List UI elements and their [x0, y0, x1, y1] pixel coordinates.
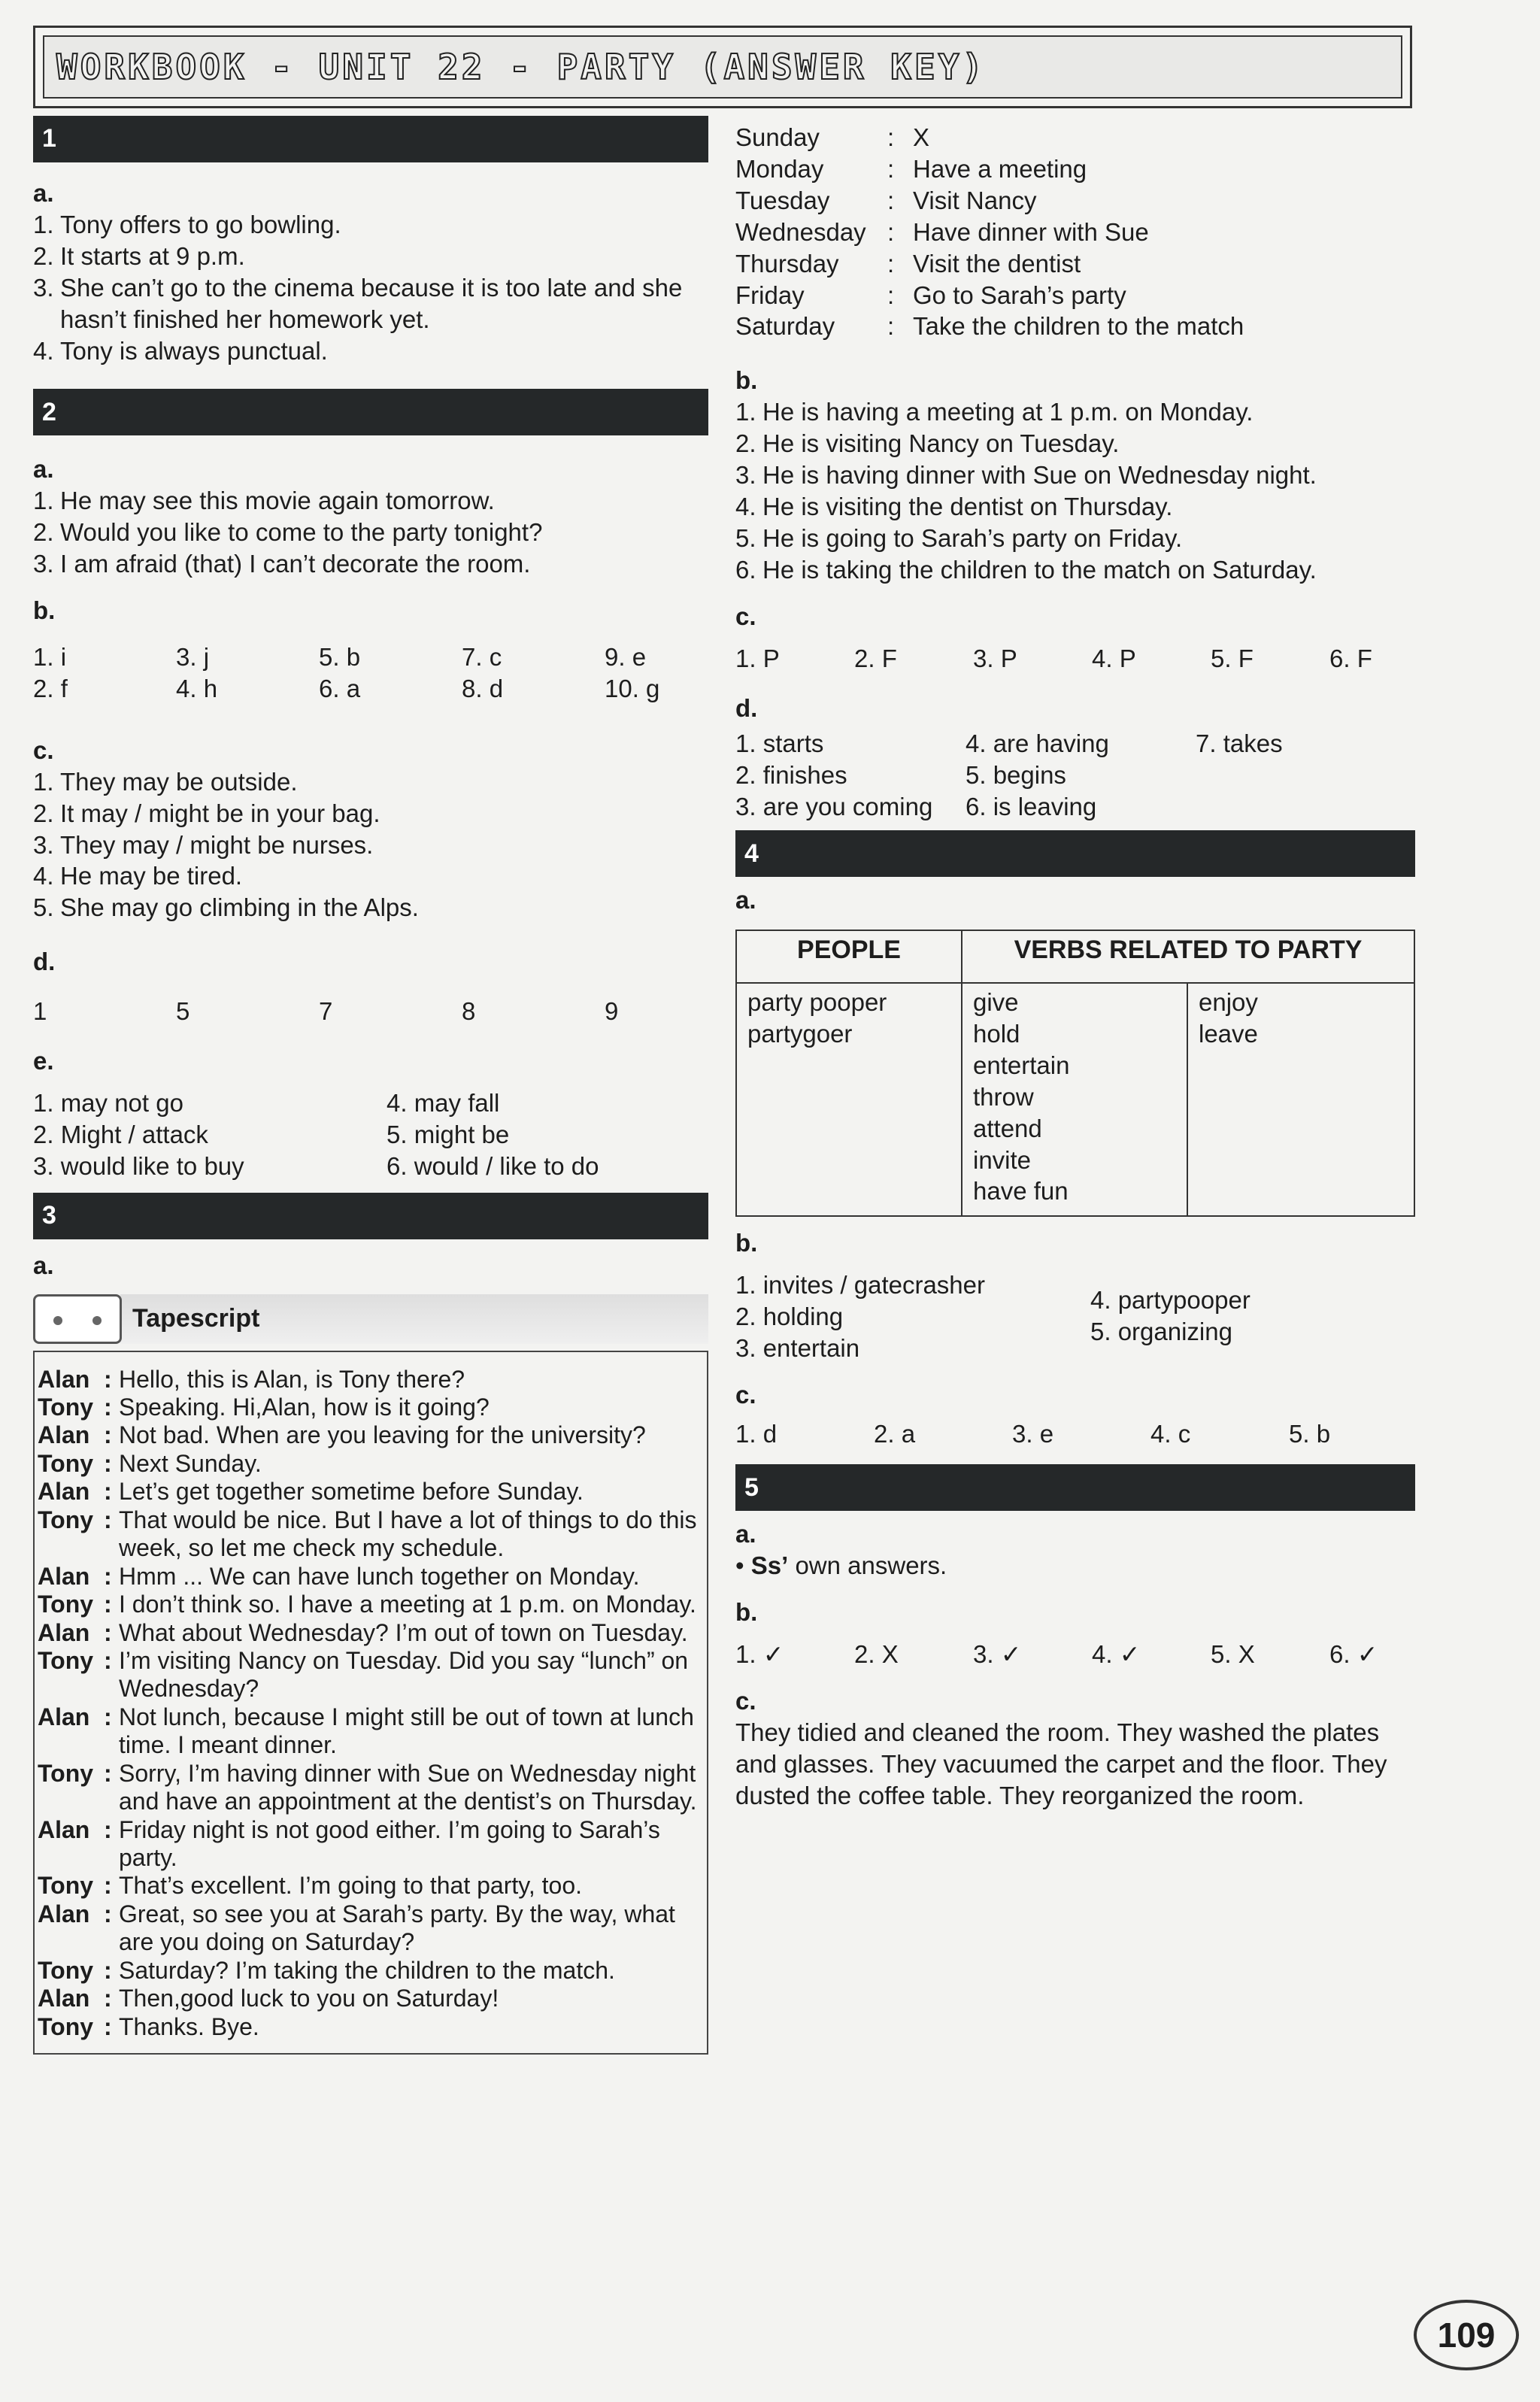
s4-c-grid	[735, 1418, 1415, 1450]
list-item: 4. Tony is always punctual.	[33, 336, 328, 365]
dialogue-line: Tony : Saturday? I’m taking the children to the match.	[38, 1956, 615, 1984]
answer-cell: 8	[462, 997, 476, 1026]
dialogue-line: Tony : Next Sunday.	[38, 1449, 262, 1477]
answer-cell: 2. finishes	[735, 761, 847, 790]
verbs-cell-2: enjoy leave	[1187, 983, 1414, 1216]
s2-c-label: c.	[33, 735, 54, 764]
answer-cell: 4. ✓	[1092, 1640, 1141, 1669]
page-number: 109	[1414, 2300, 1519, 2370]
answer-cell: 4. h	[176, 674, 218, 702]
answer-cell: 7	[319, 997, 333, 1026]
s3-b-list	[735, 396, 1415, 585]
answer-cell: 2. X	[854, 1640, 899, 1669]
schedule-row: Sunday : X	[735, 123, 930, 151]
s3-c-label: c.	[735, 602, 756, 630]
s5-a-answer: • Ss’ own answers.	[735, 1551, 947, 1580]
list-item: 3. I am afraid (that) I can’t decorate the room.	[33, 550, 531, 578]
dialogue-line: Alan : Then,good luck to you on Saturday!	[38, 1985, 499, 2012]
list-item: 3. He is having dinner with Sue on Wednesday night.	[735, 461, 1317, 490]
s5-b-grid	[735, 1639, 1415, 1670]
list-item: 2. Would you like to come to the party tonight?	[33, 518, 543, 547]
answer-cell: 1. invites / gatecrasher	[735, 1270, 985, 1299]
section-2-header: 2	[33, 389, 708, 435]
answer-cell	[1196, 760, 1414, 791]
list-item: 3. She can’t go to the cinema because it is too late and she hasn’t finished her homework yet.	[33, 273, 683, 333]
answer-cell: 9. e	[605, 642, 647, 671]
answer-cell: 6. would / like to do	[387, 1151, 599, 1180]
list-item: 1. He is having a meeting at 1 p.m. on Monday.	[735, 398, 1254, 426]
answer-cell: 2. f	[33, 674, 68, 702]
answer-cell: 1. may not go	[33, 1088, 183, 1117]
answer-cell: 6. is leaving	[966, 793, 1097, 821]
answer-cell: 6. F	[1329, 644, 1372, 672]
list-item: 4. He is visiting the dentist on Thursday.	[735, 492, 1173, 520]
s4-b-right	[1090, 1269, 1406, 1364]
answer-cell: 5. F	[1211, 644, 1254, 672]
answer-cell: 1. starts	[735, 729, 824, 758]
answer-cell: 5	[176, 997, 190, 1026]
tapescript-header	[33, 1290, 708, 1348]
s3-d-label: d.	[735, 693, 758, 722]
s5-a-label: a.	[735, 1520, 756, 1548]
list-item: 1. They may be outside.	[33, 767, 298, 796]
s2-c-list	[33, 766, 708, 924]
answer-cell: 3. e	[1012, 1419, 1054, 1448]
s3-c-grid	[735, 643, 1415, 675]
section-3-header: 3	[33, 1193, 708, 1239]
s4-b-grid	[735, 1269, 1415, 1364]
s2-a-list	[33, 485, 708, 580]
list-item: 2. It starts at 9 p.m.	[33, 241, 245, 270]
answer-cell: 4. P	[1092, 644, 1136, 672]
s5-c-paragraph: They tidied and cleaned the room. They washed the plates and glasses. They vacuumed the carpet and the floor. They dusted the coffee table. They reorganized the room.	[735, 1718, 1387, 1809]
answer-cell: 9	[605, 997, 619, 1026]
answer-cell: 2. F	[854, 644, 897, 672]
answer-cell: 10. g	[605, 674, 660, 702]
answer-cell: 3. j	[176, 642, 210, 671]
dialogue-line: Tony : That’s excellent. I’m going to that party, too.	[38, 1872, 583, 1900]
answer-cell	[1196, 791, 1414, 823]
answer-cell: 2. Might / attack	[33, 1120, 208, 1148]
list-item: 3. They may / might be nurses.	[33, 830, 374, 859]
answer-cell: 3. are you coming	[735, 793, 933, 821]
s3-b-label: b.	[735, 366, 758, 395]
tapescript-title: Tapescript	[120, 1294, 708, 1344]
list-item: 2. It may / might be in your bag.	[33, 799, 380, 827]
cassette-icon	[33, 1294, 122, 1344]
list-item: 5. She may go climbing in the Alps.	[33, 893, 419, 922]
page-title-frame	[33, 26, 1412, 108]
s2-d-grid	[33, 996, 708, 1027]
s4-b-left	[735, 1269, 1090, 1364]
dialogue-line: Alan : Great, so see you at Sarah’s party. By the way, what are you doing on Saturday?	[38, 1900, 675, 1956]
answer-cell: 3. would like to buy	[33, 1151, 244, 1180]
dialogue-line: Tony : I’m visiting Nancy on Tuesday. Did you say “lunch” on Wednesday?	[38, 1646, 689, 1703]
s3-d-grid	[735, 728, 1415, 823]
table-header-verbs: VERBS RELATED TO PARTY	[962, 930, 1414, 983]
tapescript-box	[33, 1351, 708, 2055]
dialogue-line: Alan : Friday night is not good either. I’m going to Sarah’s party.	[38, 1815, 660, 1871]
dialogue-line: Alan : What about Wednesday? I’m out of town on Tuesday.	[38, 1618, 688, 1646]
dialogue-line: Tony : Thanks. Bye.	[38, 2012, 259, 2040]
schedule-row: Friday : Go to Sarah’s party	[735, 281, 1126, 309]
dialogue-line: Alan : Hmm ... We can have lunch together on Monday.	[38, 1562, 640, 1590]
list-item: 4. He may be tired.	[33, 862, 243, 890]
schedule-row: Monday : Have a meeting	[735, 154, 1087, 183]
people-cell: party pooper partygoer	[736, 983, 962, 1216]
answer-cell: 5. organizing	[1090, 1317, 1232, 1345]
answer-cell: 1. P	[735, 644, 780, 672]
answer-cell: 1	[33, 997, 47, 1026]
dialogue-line: Tony : Speaking. Hi,Alan, how is it going?	[38, 1394, 490, 1421]
section-5-header: 5	[735, 1464, 1415, 1511]
dialogue-line: Alan : Hello, this is Alan, is Tony there?	[38, 1365, 465, 1393]
section-4-header: 4	[735, 830, 1415, 877]
dialogue-line: Tony : I don’t think so. I have a meeting at 1 p.m. on Monday.	[38, 1591, 696, 1618]
s4-c-label: c.	[735, 1380, 756, 1409]
answer-cell: 1. i	[33, 642, 67, 671]
answer-cell: 4. partypooper	[1090, 1285, 1250, 1314]
bullet: •	[735, 1551, 744, 1580]
s2-e-label: e.	[33, 1047, 54, 1075]
answer-cell: 4. c	[1150, 1419, 1191, 1448]
list-item: 1. He may see this movie again tomorrow.	[33, 487, 495, 515]
s2-a-label: a.	[33, 455, 54, 484]
answer-cell: 8. d	[462, 674, 504, 702]
answer-cell: 5. might be	[387, 1120, 510, 1148]
answer-cell: 7. takes	[1196, 729, 1283, 758]
s4-b-label: b.	[735, 1229, 758, 1257]
answer-cell: 5. begins	[966, 761, 1066, 790]
dialogue-line: Alan : Not lunch, because I might still be out of town at lunch time. I meant dinner.	[38, 1703, 694, 1759]
s2-d-label: d.	[33, 948, 56, 976]
table-header-people: PEOPLE	[736, 930, 962, 983]
schedule	[735, 122, 1415, 342]
s4-a-label: a.	[735, 886, 756, 914]
answer-cell: 2. a	[874, 1419, 916, 1448]
schedule-row: Saturday : Take the children to the match	[735, 312, 1244, 341]
answer-cell: 5. b	[319, 642, 361, 671]
list-item: 5. He is going to Sarah’s party on Friday.	[735, 523, 1183, 552]
schedule-row: Thursday : Visit the dentist	[735, 249, 1081, 278]
dialogue-line: Alan : Not bad. When are you leaving for the university?	[38, 1421, 646, 1449]
s5-b-label: b.	[735, 1598, 758, 1627]
answer-cell: 3. ✓	[973, 1640, 1022, 1669]
schedule-row: Wednesday : Have dinner with Sue	[735, 217, 1149, 246]
right-column	[735, 122, 1415, 1812]
answer-cell: 4. are having	[966, 729, 1109, 758]
verbs-cell-1: give hold entertain throw attend invite have fun	[962, 983, 1187, 1216]
list-item: 1. Tony offers to go bowling.	[33, 210, 341, 238]
s5-c-label: c.	[735, 1687, 756, 1715]
dialogue-line: Alan : Let’s get together sometime before Sunday.	[38, 1478, 584, 1506]
answer-cell: 6. ✓	[1329, 1640, 1378, 1669]
list-item: 6. He is taking the children to the match on Saturday.	[735, 555, 1317, 584]
answer-cell: 5. X	[1211, 1640, 1255, 1669]
answer-cell: 3. entertain	[735, 1333, 860, 1362]
s1-a-label: a.	[33, 179, 54, 207]
answer-cell: 5. b	[1289, 1419, 1331, 1448]
s2-e-grid	[33, 1087, 708, 1182]
s2-b-grid	[33, 641, 708, 705]
answer-cell: 7. c	[462, 642, 502, 671]
s1-a-list	[33, 209, 708, 367]
dialogue-line: Tony : That would be nice. But I have a lot of things to do this week, so let me check my schedule.	[38, 1506, 697, 1562]
answer-cell: 3. P	[973, 644, 1017, 672]
schedule-row: Tuesday : Visit Nancy	[735, 186, 1037, 214]
s3-a-label: a.	[33, 1251, 54, 1279]
left-column	[33, 116, 708, 2055]
answer-cell: 1. d	[735, 1419, 778, 1448]
dialogue-line: Tony : Sorry, I’m having dinner with Sue on Wednesday night and have an appointment at the dentist’s on Thursday.	[38, 1759, 697, 1815]
answer-cell: 1. ✓	[735, 1640, 784, 1669]
party-vocabulary-table	[735, 930, 1415, 1217]
page-title: WORKBOOK - UNIT 22 - PARTY (ANSWER KEY)	[43, 35, 1402, 99]
answer-cell: 4. may fall	[387, 1088, 500, 1117]
answer-cell: 6. a	[319, 674, 361, 702]
s2-b-label: b.	[33, 596, 56, 625]
list-item: 2. He is visiting Nancy on Tuesday.	[735, 429, 1120, 458]
section-1-header: 1	[33, 116, 708, 162]
answer-cell: 2. holding	[735, 1302, 844, 1330]
